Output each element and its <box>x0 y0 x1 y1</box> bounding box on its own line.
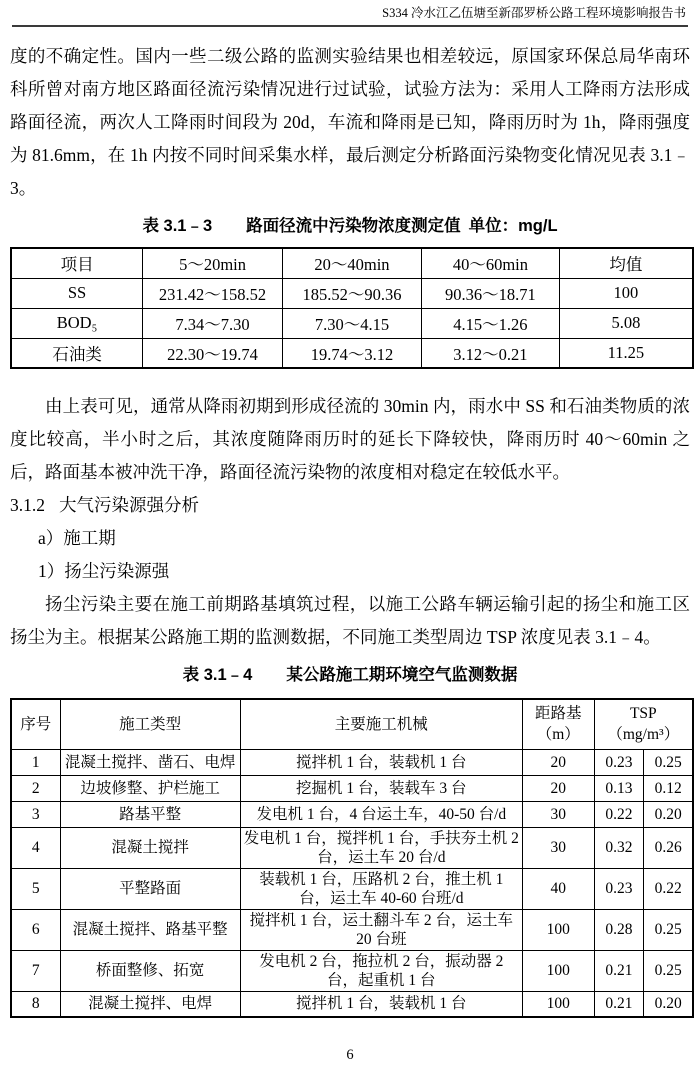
t1-cell: SS <box>11 278 143 308</box>
t1-cell: 7.34～7.30 <box>143 308 283 338</box>
page-footer <box>0 1047 700 1064</box>
table-row <box>11 801 693 827</box>
t2-cell: 0.21 <box>594 950 644 991</box>
t2-cell: 挖掘机 1 台，装载车 3 台 <box>240 775 522 801</box>
t2-cell: 1 <box>11 749 60 775</box>
t2-cell: 0.25 <box>644 749 693 775</box>
t2-cell: 搅拌机 1 台，装载机 1 台 <box>240 749 522 775</box>
t1-cell: 5.08 <box>559 308 693 338</box>
t1-cell: 185.52～90.36 <box>282 278 421 308</box>
t1-cell: 19.74～3.12 <box>282 338 421 368</box>
t1-header-5-20min: 5～20min <box>143 248 283 278</box>
t2-cell: 0.21 <box>594 991 644 1017</box>
table2-caption-title: 某公路施工期环境空气监测数据 <box>286 666 518 684</box>
paragraph-dust-pollution: 扬尘污染主要在施工前期路基填筑过程，以施工公路车辆运输引起的扬尘和施工区扬尘为主。根据某公路施工期的监测数据，不同施工类型周边 TSP 浓度见表 3.1﹣4。 <box>10 594 690 647</box>
t2-cell: 0.12 <box>644 775 693 801</box>
t2-cell: 0.23 <box>594 868 644 909</box>
t2-cell: 搅拌机 1 台，运土翻斗车 2 台，运土车 20 台班 <box>240 909 522 950</box>
t2-cell: 0.26 <box>644 827 693 868</box>
paragraph-runoff-experiment: 度的不确定性。国内一些二级公路的监测实验结果也相差较远，原国家环保总局华南环科所曾对南方地区路面径流污染情况进行过试验，试验方法为：采用人工降雨方法形成路面径流，两次人工降雨时间段为 20d，车流和降雨是已知，降雨历时为 1h，降雨强度为 81.6mm，在 1h 内按不同时间采集水样，最后测定分析路面污染物变化情况见表 3.1﹣3。 <box>10 46 690 198</box>
table-row-bod5 <box>11 308 693 338</box>
t2-header-distance-line2: （m） <box>536 726 580 744</box>
table2-caption-label: 表 3.1﹣4 <box>182 666 253 684</box>
runoff-pollutant-table <box>10 247 694 369</box>
air-monitoring-table <box>10 698 694 1018</box>
t2-cell: 100 <box>522 991 594 1017</box>
table-row <box>11 827 693 868</box>
t2-cell: 桥面整修、拓宽 <box>60 950 240 991</box>
section-number: 3.1.2 <box>10 495 45 515</box>
t2-cell: 20 <box>522 775 594 801</box>
table1-caption-unit: 单位：mg/L <box>468 217 558 235</box>
t2-cell: 0.20 <box>644 991 693 1017</box>
table1-caption-title: 路面径流中污染物浓度测定值 <box>246 217 461 235</box>
t2-cell: 5 <box>11 868 60 909</box>
t1-header-20-40min: 20～40min <box>282 248 421 278</box>
t2-cell: 装载机 1 台，压路机 2 台，推土机 1 台，运土车 40-60 台班/d <box>240 868 522 909</box>
t1-cell: 90.36～18.71 <box>422 278 560 308</box>
t2-cell: 40 <box>522 868 594 909</box>
t2-header-machines: 主要施工机械 <box>240 699 522 749</box>
table-header-row <box>11 699 693 749</box>
paragraph-runoff-conclusion: 由上表可见，通常从降雨初期到形成径流的 30min 内，雨水中 SS 和石油类物质的浓度比较高，半小时之后，其浓度随降雨历时的延长下降较快，降雨历时 40～60min 之后，路面基本被冲洗干净，路面径流污染物的浓度相对稳定在较低水平。 <box>10 396 690 482</box>
t1-cell: BOD₅ <box>11 308 143 338</box>
t1-cell: 11.25 <box>559 338 693 368</box>
t2-cell: 0.20 <box>644 801 693 827</box>
table-row <box>11 868 693 909</box>
t2-cell: 混凝土搅拌 <box>60 827 240 868</box>
page-header <box>12 5 688 27</box>
t2-cell: 0.32 <box>594 827 644 868</box>
t1-cell: 3.12～0.21 <box>422 338 560 368</box>
table-header-row <box>11 248 693 278</box>
t2-cell: 3 <box>11 801 60 827</box>
t2-cell: 2 <box>11 775 60 801</box>
t2-header-tsp <box>594 699 693 749</box>
t2-cell: 7 <box>11 950 60 991</box>
t2-cell: 搅拌机 1 台，装载机 1 台 <box>240 991 522 1017</box>
table1-caption-label: 表 3.1﹣3 <box>142 217 213 235</box>
table2-caption <box>10 659 690 692</box>
subheading-construction-period: a）施工期 <box>38 528 116 548</box>
t2-cell: 边坡修整、护栏施工 <box>60 775 240 801</box>
t1-header-item: 项目 <box>11 248 143 278</box>
t2-cell: 平整路面 <box>60 868 240 909</box>
t2-header-type: 施工类型 <box>60 699 240 749</box>
table-row <box>11 775 693 801</box>
t1-header-mean: 均值 <box>559 248 693 278</box>
t2-header-tsp-line2: （mg/m³） <box>607 726 680 744</box>
t2-cell: 4 <box>11 827 60 868</box>
table-row-ss <box>11 278 693 308</box>
t2-header-tsp-line1: TSP <box>629 705 657 723</box>
t2-cell: 30 <box>522 801 594 827</box>
table-row <box>11 950 693 991</box>
t2-cell: 混凝土搅拌、凿石、电焊 <box>60 749 240 775</box>
t2-cell: 发电机 2 台，拖拉机 2 台，振动器 2 台，起重机 1 台 <box>240 950 522 991</box>
t2-cell: 0.23 <box>594 749 644 775</box>
t2-header-distance <box>522 699 594 749</box>
t1-cell: 石油类 <box>11 338 143 368</box>
section-title: 大气污染源强分析 <box>59 495 199 515</box>
t2-cell: 混凝土搅拌、电焊 <box>60 991 240 1017</box>
t1-cell: 231.42～158.52 <box>143 278 283 308</box>
t2-header-no: 序号 <box>11 699 60 749</box>
t1-cell: 22.30～19.74 <box>143 338 283 368</box>
t1-header-40-60min: 40～60min <box>422 248 560 278</box>
table-row-petroleum <box>11 338 693 368</box>
header-title: S334 冷水江乙伍塘至新邵罗桥公路工程环境影响报告书 <box>382 6 686 20</box>
t2-cell: 6 <box>11 909 60 950</box>
subheading-dust-source: 1）扬尘污染源强 <box>38 561 170 581</box>
t2-cell: 0.25 <box>644 909 693 950</box>
t2-cell: 0.22 <box>644 868 693 909</box>
t2-cell: 发电机 1 台，4 台运土车，40-50 台/d <box>240 801 522 827</box>
t2-header-distance-line1: 距路基 <box>535 705 582 723</box>
t2-cell: 0.28 <box>594 909 644 950</box>
t2-cell: 30 <box>522 827 594 868</box>
table-row <box>11 909 693 950</box>
t1-cell: 100 <box>559 278 693 308</box>
t2-cell: 0.13 <box>594 775 644 801</box>
t2-cell: 路基平整 <box>60 801 240 827</box>
section-heading-3-1-2 <box>10 489 690 522</box>
t2-cell: 20 <box>522 749 594 775</box>
table-row <box>11 991 693 1017</box>
t2-cell: 发电机 1 台，搅拌机 1 台，手扶夯土机 2 台，运土车 20 台/d <box>240 827 522 868</box>
t1-cell: 4.15～1.26 <box>422 308 560 338</box>
t2-cell: 100 <box>522 950 594 991</box>
t2-cell: 8 <box>11 991 60 1017</box>
t2-cell: 0.22 <box>594 801 644 827</box>
table-row <box>11 749 693 775</box>
t2-cell: 100 <box>522 909 594 950</box>
t2-cell: 混凝土搅拌、路基平整 <box>60 909 240 950</box>
t2-cell: 0.25 <box>644 950 693 991</box>
table1-caption <box>10 210 690 243</box>
page-number: 6 <box>346 1047 354 1063</box>
t1-cell: 7.30～4.15 <box>282 308 421 338</box>
